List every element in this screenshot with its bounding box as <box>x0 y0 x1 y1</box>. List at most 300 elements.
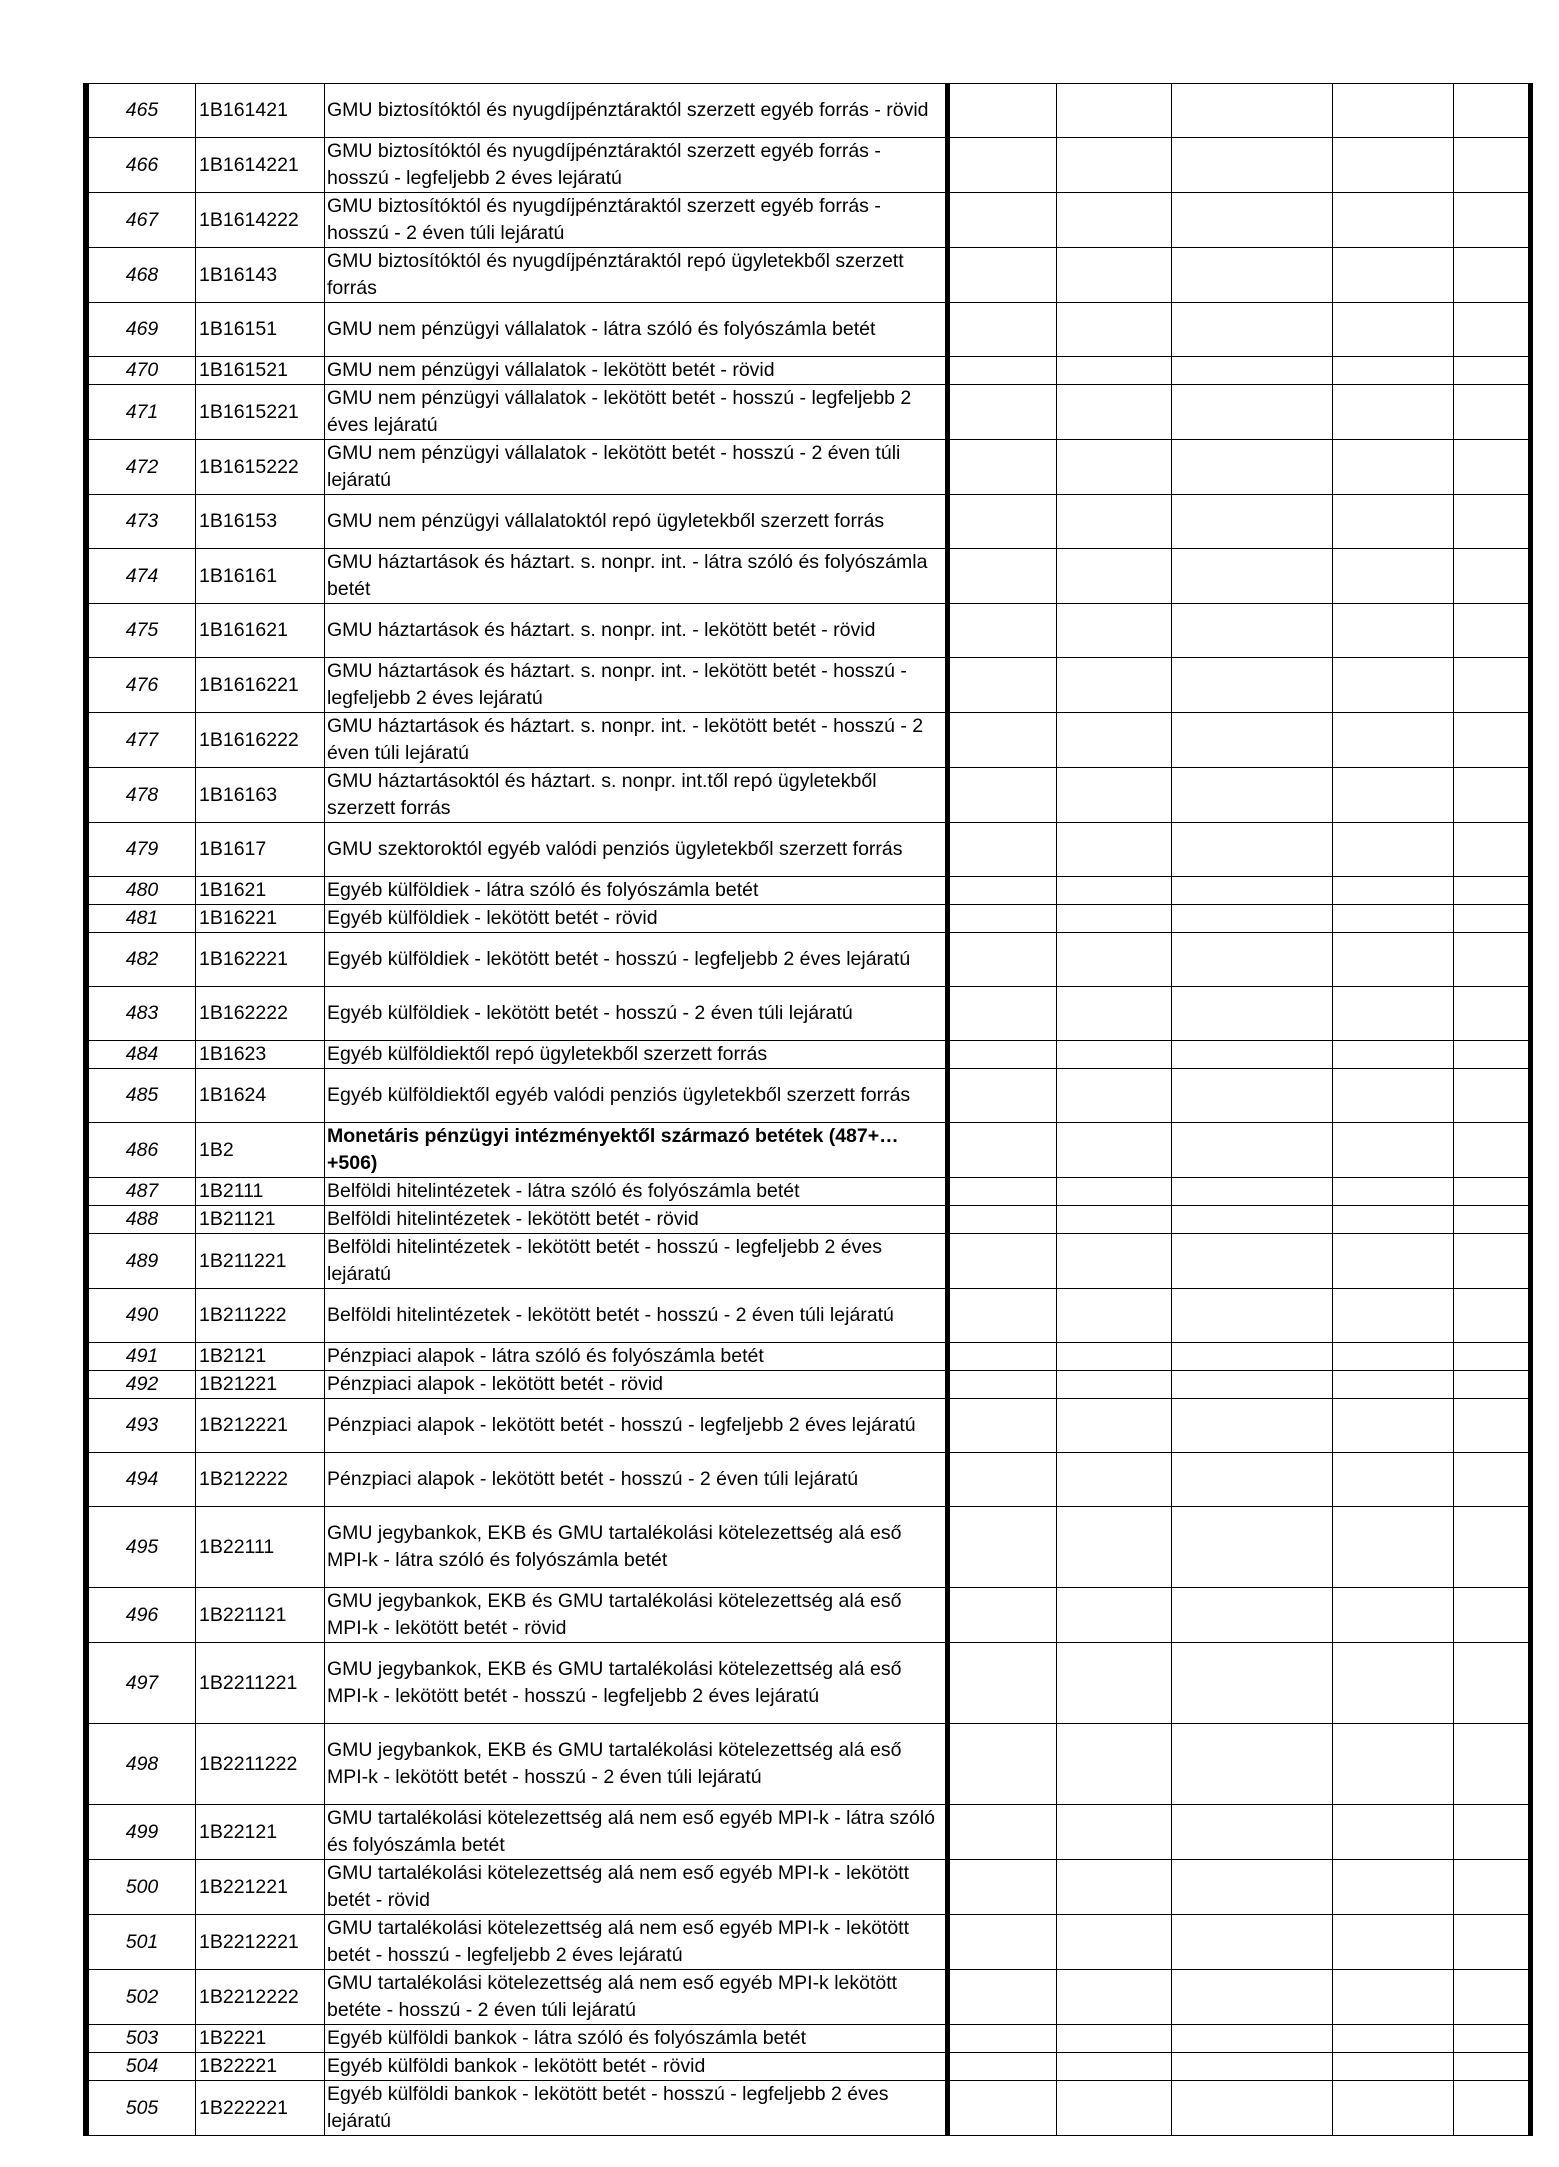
row-number: 471 <box>89 385 196 440</box>
value-cell <box>948 495 1057 549</box>
value-cell <box>1057 604 1172 658</box>
value-cell <box>1057 248 1172 303</box>
table-row <box>89 1289 1529 1343</box>
value-cell <box>1454 1507 1529 1588</box>
row-number: 491 <box>89 1343 196 1371</box>
row-number: 497 <box>89 1643 196 1724</box>
row-code: 1B2111 <box>196 1178 325 1206</box>
value-cell <box>1057 1970 1172 2025</box>
row-code: 1B22121 <box>196 1805 325 1860</box>
row-code: 1B2211222 <box>196 1724 325 1805</box>
value-cell <box>948 1860 1057 1915</box>
row-number: 482 <box>89 933 196 987</box>
value-cell <box>948 1206 1057 1234</box>
row-description: Belföldi hitelintézetek - lekötött betét - rövid <box>325 1206 948 1234</box>
table-row <box>89 440 1529 495</box>
value-cell <box>948 1069 1057 1123</box>
row-description: GMU jegybankok, EKB és GMU tartalékolási kötelezettség alá eső MPI-k - lekötött betét - rövid <box>325 1588 948 1643</box>
row-code: 1B222221 <box>196 2081 325 2136</box>
table-row <box>89 1178 1529 1206</box>
value-cell <box>1172 385 1333 440</box>
value-cell <box>1454 1234 1529 1289</box>
value-cell <box>1454 440 1529 495</box>
value-cell <box>1172 1343 1333 1371</box>
row-number: 481 <box>89 905 196 933</box>
value-cell <box>1172 84 1333 138</box>
value-cell <box>1333 1915 1454 1970</box>
row-code: 1B2221 <box>196 2025 325 2053</box>
value-cell <box>948 1643 1057 1724</box>
table-row <box>89 138 1529 193</box>
value-cell <box>1172 823 1333 877</box>
row-number: 479 <box>89 823 196 877</box>
value-cell <box>948 385 1057 440</box>
row-code: 1B1614221 <box>196 138 325 193</box>
row-code: 1B1624 <box>196 1069 325 1123</box>
table-row <box>89 933 1529 987</box>
value-cell <box>1454 138 1529 193</box>
table-row <box>89 2025 1529 2053</box>
value-cell <box>948 1289 1057 1343</box>
value-cell <box>1454 823 1529 877</box>
row-number: 470 <box>89 357 196 385</box>
value-cell <box>1172 440 1333 495</box>
value-cell <box>1057 549 1172 604</box>
row-number: 501 <box>89 1915 196 1970</box>
row-description: GMU biztosítóktól és nyugdíjpénztáraktól repó ügyletekből szerzett forrás <box>325 248 948 303</box>
value-cell <box>1333 357 1454 385</box>
table-row <box>89 823 1529 877</box>
row-description: GMU nem pénzügyi vállalatok - lekötött betét - rövid <box>325 357 948 385</box>
value-cell <box>1333 495 1454 549</box>
value-cell <box>1057 1915 1172 1970</box>
value-cell <box>1172 248 1333 303</box>
value-cell <box>948 440 1057 495</box>
value-cell <box>1172 1206 1333 1234</box>
row-number: 468 <box>89 248 196 303</box>
table-row <box>89 658 1529 713</box>
table-row <box>89 1234 1529 1289</box>
value-cell <box>1454 987 1529 1041</box>
table-row <box>89 2053 1529 2081</box>
row-code: 1B21221 <box>196 1371 325 1399</box>
row-code: 1B1615221 <box>196 385 325 440</box>
value-cell <box>1333 658 1454 713</box>
value-cell <box>948 658 1057 713</box>
row-description: GMU háztartásoktól és háztart. s. nonpr. int.től repó ügyletekből szerzett forrás <box>325 768 948 823</box>
value-cell <box>1172 1643 1333 1724</box>
value-cell <box>1333 2053 1454 2081</box>
value-cell <box>1172 1289 1333 1343</box>
value-cell <box>1172 2025 1333 2053</box>
value-cell <box>1172 1123 1333 1178</box>
row-code: 1B2212221 <box>196 1915 325 1970</box>
value-cell <box>1057 987 1172 1041</box>
value-cell <box>1454 495 1529 549</box>
value-cell <box>948 768 1057 823</box>
value-cell <box>1057 1643 1172 1724</box>
row-description: GMU tartalékolási kötelezettség alá nem eső egyéb MPI-k lekötött betéte - hosszú - 2 éven túli lejáratú <box>325 1970 948 2025</box>
table-row <box>89 385 1529 440</box>
value-cell <box>948 823 1057 877</box>
value-cell <box>1172 138 1333 193</box>
value-cell <box>1172 1507 1333 1588</box>
value-cell <box>948 1371 1057 1399</box>
row-code: 1B1616222 <box>196 713 325 768</box>
value-cell <box>1333 713 1454 768</box>
value-cell <box>1454 1041 1529 1069</box>
row-number: 495 <box>89 1507 196 1588</box>
row-number: 502 <box>89 1970 196 2025</box>
value-cell <box>1454 1371 1529 1399</box>
row-code: 1B1614222 <box>196 193 325 248</box>
row-description: Egyéb külföldiek - lekötött betét - hosszú - legfeljebb 2 éves lejáratú <box>325 933 948 987</box>
value-cell <box>1172 357 1333 385</box>
value-cell <box>948 2053 1057 2081</box>
value-cell <box>948 1399 1057 1453</box>
value-cell <box>1333 1123 1454 1178</box>
value-cell <box>1172 604 1333 658</box>
row-number: 488 <box>89 1206 196 1234</box>
value-cell <box>948 933 1057 987</box>
table-row <box>89 84 1529 138</box>
row-description: Egyéb külföldi bankok - lekötött betét - hosszú - legfeljebb 2 éves lejáratú <box>325 2081 948 2136</box>
row-code: 1B21121 <box>196 1206 325 1234</box>
value-cell <box>1454 2053 1529 2081</box>
value-cell <box>1057 138 1172 193</box>
table-row <box>89 1643 1529 1724</box>
value-cell <box>1454 1343 1529 1371</box>
value-cell <box>1172 303 1333 357</box>
value-cell <box>948 1343 1057 1371</box>
value-cell <box>948 1234 1057 1289</box>
value-cell <box>1333 823 1454 877</box>
row-description: GMU háztartások és háztart. s. nonpr. int. - lekötött betét - rövid <box>325 604 948 658</box>
value-cell <box>1172 1371 1333 1399</box>
value-cell <box>948 2081 1057 2136</box>
value-cell <box>1057 2025 1172 2053</box>
row-code: 1B212222 <box>196 1453 325 1507</box>
row-number: 475 <box>89 604 196 658</box>
value-cell <box>1172 933 1333 987</box>
table-row <box>89 768 1529 823</box>
report-table <box>83 83 1533 2136</box>
value-cell <box>1172 1178 1333 1206</box>
value-cell <box>1057 1371 1172 1399</box>
row-number: 493 <box>89 1399 196 1453</box>
value-cell <box>1172 1041 1333 1069</box>
value-cell <box>1454 1643 1529 1724</box>
row-code: 1B1616221 <box>196 658 325 713</box>
value-cell <box>1454 933 1529 987</box>
row-code: 1B1623 <box>196 1041 325 1069</box>
table-row <box>89 549 1529 604</box>
value-cell <box>1172 658 1333 713</box>
value-cell <box>1454 1069 1529 1123</box>
value-cell <box>948 877 1057 905</box>
row-number: 472 <box>89 440 196 495</box>
table-row <box>89 1588 1529 1643</box>
row-description: GMU jegybankok, EKB és GMU tartalékolási kötelezettség alá eső MPI-k - látra szóló és folyószámla betét <box>325 1507 948 1588</box>
table-row <box>89 713 1529 768</box>
row-code: 1B16151 <box>196 303 325 357</box>
value-cell <box>948 138 1057 193</box>
row-description: GMU tartalékolási kötelezettség alá nem eső egyéb MPI-k - lekötött betét - rövid <box>325 1860 948 1915</box>
value-cell <box>1172 1069 1333 1123</box>
row-number: 503 <box>89 2025 196 2053</box>
value-cell <box>1172 193 1333 248</box>
value-cell <box>1057 1860 1172 1915</box>
value-cell <box>948 905 1057 933</box>
value-cell <box>948 1123 1057 1178</box>
value-cell <box>1057 1041 1172 1069</box>
table-row <box>89 1123 1529 1178</box>
table-row <box>89 495 1529 549</box>
value-cell <box>1057 1343 1172 1371</box>
value-cell <box>1454 303 1529 357</box>
row-code: 1B16221 <box>196 905 325 933</box>
value-cell <box>1333 987 1454 1041</box>
value-cell <box>1454 385 1529 440</box>
value-cell <box>1057 1507 1172 1588</box>
value-cell <box>948 1970 1057 2025</box>
value-cell <box>1333 1507 1454 1588</box>
value-cell <box>1454 877 1529 905</box>
value-cell <box>1172 768 1333 823</box>
value-cell <box>1057 1178 1172 1206</box>
row-description: Pénzpiaci alapok - lekötött betét - rövid <box>325 1371 948 1399</box>
table-row <box>89 1915 1529 1970</box>
row-description: Egyéb külföldiektől egyéb valódi penziós ügyletekből szerzett forrás <box>325 1069 948 1123</box>
value-cell <box>1333 1970 1454 2025</box>
row-code: 1B161521 <box>196 357 325 385</box>
value-cell <box>1057 1234 1172 1289</box>
value-cell <box>1454 1206 1529 1234</box>
row-description: GMU háztartások és háztart. s. nonpr. int. - lekötött betét - hosszú - legfeljebb 2 éves lejáratú <box>325 658 948 713</box>
row-description: GMU tartalékolási kötelezettség alá nem eső egyéb MPI-k - látra szóló és folyószámla betét <box>325 1805 948 1860</box>
value-cell <box>1333 1206 1454 1234</box>
value-cell <box>1057 1206 1172 1234</box>
row-description: GMU háztartások és háztart. s. nonpr. int. - látra szóló és folyószámla betét <box>325 549 948 604</box>
value-cell <box>1333 2081 1454 2136</box>
value-cell <box>1333 248 1454 303</box>
table-row <box>89 303 1529 357</box>
table-row <box>89 987 1529 1041</box>
value-cell <box>948 1178 1057 1206</box>
row-number: 489 <box>89 1234 196 1289</box>
value-cell <box>1333 1343 1454 1371</box>
value-cell <box>1172 1399 1333 1453</box>
value-cell <box>1333 440 1454 495</box>
row-description: GMU jegybankok, EKB és GMU tartalékolási kötelezettség alá eső MPI-k - lekötött betét - hosszú - 2 éven túli lejáratú <box>325 1724 948 1805</box>
value-cell <box>1172 713 1333 768</box>
row-description: GMU jegybankok, EKB és GMU tartalékolási kötelezettség alá eső MPI-k - lekötött betét - hosszú - legfeljebb 2 éves lejáratú <box>325 1643 948 1724</box>
row-description: Egyéb külföldi bankok - lekötött betét - rövid <box>325 2053 948 2081</box>
value-cell <box>1057 1453 1172 1507</box>
value-cell <box>948 1041 1057 1069</box>
row-code: 1B16161 <box>196 549 325 604</box>
row-code: 1B211222 <box>196 1289 325 1343</box>
row-code: 1B22111 <box>196 1507 325 1588</box>
value-cell <box>1057 440 1172 495</box>
row-number: 473 <box>89 495 196 549</box>
value-cell <box>1057 495 1172 549</box>
row-code: 1B211221 <box>196 1234 325 1289</box>
row-code: 1B221221 <box>196 1860 325 1915</box>
table-row <box>89 1507 1529 1588</box>
value-cell <box>948 2025 1057 2053</box>
value-cell <box>1057 1289 1172 1343</box>
row-number: 469 <box>89 303 196 357</box>
value-cell <box>1172 1453 1333 1507</box>
table-row <box>89 905 1529 933</box>
table-row <box>89 248 1529 303</box>
table-row <box>89 1069 1529 1123</box>
row-number: 499 <box>89 1805 196 1860</box>
row-code: 1B161421 <box>196 84 325 138</box>
table-row <box>89 1453 1529 1507</box>
table-row <box>89 1371 1529 1399</box>
table-row <box>89 604 1529 658</box>
row-description: Egyéb külföldiek - lekötött betét - hosszú - 2 éven túli lejáratú <box>325 987 948 1041</box>
value-cell <box>1454 1860 1529 1915</box>
value-cell <box>1333 1371 1454 1399</box>
table-row <box>89 1860 1529 1915</box>
value-cell <box>1172 1588 1333 1643</box>
value-cell <box>1333 604 1454 658</box>
value-cell <box>1333 84 1454 138</box>
value-cell <box>1172 877 1333 905</box>
row-number: 467 <box>89 193 196 248</box>
row-code: 1B16163 <box>196 768 325 823</box>
row-number: 485 <box>89 1069 196 1123</box>
row-description: Egyéb külföldiek - látra szóló és folyószámla betét <box>325 877 948 905</box>
row-number: 474 <box>89 549 196 604</box>
value-cell <box>1333 1453 1454 1507</box>
value-cell <box>1057 713 1172 768</box>
value-cell <box>1333 1069 1454 1123</box>
value-cell <box>1057 905 1172 933</box>
row-number: 500 <box>89 1860 196 1915</box>
row-code: 1B212221 <box>196 1399 325 1453</box>
value-cell <box>1333 933 1454 987</box>
value-cell <box>1057 1588 1172 1643</box>
table-row <box>89 1805 1529 1860</box>
value-cell <box>1454 193 1529 248</box>
row-description: GMU biztosítóktól és nyugdíjpénztáraktól szerzett egyéb forrás - hosszú - legfeljebb 2 éves lejáratú <box>325 138 948 193</box>
value-cell <box>948 1453 1057 1507</box>
row-number: 486 <box>89 1123 196 1178</box>
value-cell <box>1454 1805 1529 1860</box>
value-cell <box>1454 1915 1529 1970</box>
value-cell <box>1172 1724 1333 1805</box>
row-description: Pénzpiaci alapok - lekötött betét - hosszú - legfeljebb 2 éves lejáratú <box>325 1399 948 1453</box>
value-cell <box>1172 549 1333 604</box>
value-cell <box>1172 1915 1333 1970</box>
row-number: 487 <box>89 1178 196 1206</box>
row-code: 1B16153 <box>196 495 325 549</box>
row-description: Monetáris pénzügyi intézményektől származó betétek (487+…+506) <box>325 1123 948 1178</box>
value-cell <box>1172 987 1333 1041</box>
value-cell <box>1057 2053 1172 2081</box>
value-cell <box>1057 933 1172 987</box>
value-cell <box>1172 905 1333 933</box>
value-cell <box>1454 84 1529 138</box>
value-cell <box>1333 193 1454 248</box>
table-row <box>89 1041 1529 1069</box>
row-description: Egyéb külföldi bankok - látra szóló és folyószámla betét <box>325 2025 948 2053</box>
value-cell <box>1454 905 1529 933</box>
value-cell <box>1454 1123 1529 1178</box>
value-cell <box>948 549 1057 604</box>
row-code: 1B162222 <box>196 987 325 1041</box>
value-cell <box>1333 303 1454 357</box>
value-cell <box>948 713 1057 768</box>
value-cell <box>1454 1970 1529 2025</box>
row-code: 1B1615222 <box>196 440 325 495</box>
value-cell <box>1333 1805 1454 1860</box>
row-code: 1B2211221 <box>196 1643 325 1724</box>
table-row <box>89 2081 1529 2136</box>
value-cell <box>1172 2053 1333 2081</box>
value-cell <box>1057 1805 1172 1860</box>
row-description: Pénzpiaci alapok - látra szóló és folyószámla betét <box>325 1343 948 1371</box>
value-cell <box>1333 905 1454 933</box>
row-description: GMU nem pénzügyi vállalatok - lekötött betét - hosszú - 2 éven túli lejáratú <box>325 440 948 495</box>
row-number: 496 <box>89 1588 196 1643</box>
value-cell <box>1333 1234 1454 1289</box>
row-code: 1B1617 <box>196 823 325 877</box>
row-code: 1B2121 <box>196 1343 325 1371</box>
value-cell <box>948 1805 1057 1860</box>
value-cell <box>948 303 1057 357</box>
value-cell <box>1172 495 1333 549</box>
value-cell <box>1057 303 1172 357</box>
value-cell <box>1333 1724 1454 1805</box>
value-cell <box>1333 1643 1454 1724</box>
value-cell <box>1454 1588 1529 1643</box>
value-cell <box>1057 1724 1172 1805</box>
row-number: 476 <box>89 658 196 713</box>
row-number: 483 <box>89 987 196 1041</box>
row-code: 1B161621 <box>196 604 325 658</box>
value-cell <box>1172 1805 1333 1860</box>
table-row <box>89 877 1529 905</box>
value-cell <box>948 357 1057 385</box>
value-cell <box>1454 1399 1529 1453</box>
table-row <box>89 357 1529 385</box>
value-cell <box>1454 2025 1529 2053</box>
row-description: Belföldi hitelintézetek - látra szóló és folyószámla betét <box>325 1178 948 1206</box>
row-description: Pénzpiaci alapok - lekötött betét - hosszú - 2 éven túli lejáratú <box>325 1453 948 1507</box>
value-cell <box>948 248 1057 303</box>
table-row <box>89 1206 1529 1234</box>
row-description: Egyéb külföldiektől repó ügyletekből szerzett forrás <box>325 1041 948 1069</box>
value-cell <box>1057 658 1172 713</box>
value-cell <box>1454 1453 1529 1507</box>
value-cell <box>1454 604 1529 658</box>
value-cell <box>1057 357 1172 385</box>
value-cell <box>1057 877 1172 905</box>
value-cell <box>1333 1041 1454 1069</box>
value-cell <box>1454 658 1529 713</box>
row-description: GMU tartalékolási kötelezettség alá nem eső egyéb MPI-k - lekötött betét - hosszú - legfeljebb 2 éves lejáratú <box>325 1915 948 1970</box>
row-description: GMU biztosítóktól és nyugdíjpénztáraktól szerzett egyéb forrás - rövid <box>325 84 948 138</box>
row-number: 484 <box>89 1041 196 1069</box>
row-number: 494 <box>89 1453 196 1507</box>
value-cell <box>1454 2081 1529 2136</box>
value-cell <box>1057 1123 1172 1178</box>
